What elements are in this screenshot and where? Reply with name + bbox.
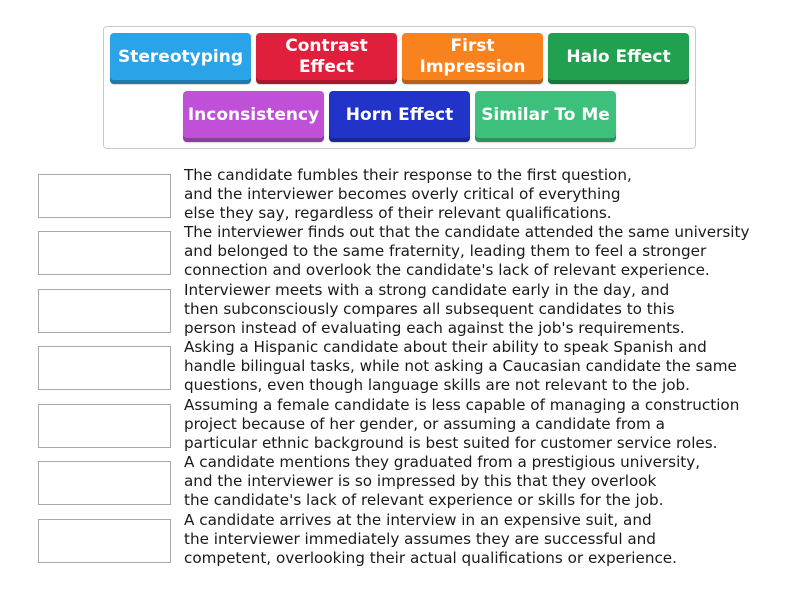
scenario-line: else they say, regardless of their relevant qualifications. [184, 204, 612, 223]
tile-halo-effect[interactable] [548, 33, 689, 84]
tile-horn-effect[interactable] [329, 91, 470, 142]
scenario-line: questions, even though language skills are not relevant to the job. [184, 376, 690, 395]
tile-label: Inconsistency [187, 104, 320, 125]
scenario-line: Asking a Hispanic candidate about their ability to speak Spanish and [184, 338, 707, 356]
scenario-line: competent, overlooking their actual qualifications or experience. [184, 549, 677, 568]
scenario-text [184, 396, 784, 454]
scenario-line: Assuming a female candidate is less capable of managing a construction [184, 396, 740, 414]
scenario-line: project because of her gender, or assuming a candidate from a [184, 415, 665, 434]
scenario-line: the interviewer immediately assumes they are successful and [184, 530, 656, 549]
scenario-line: the candidate's lack of relevant experience or skills for the job. [184, 491, 664, 510]
tile-label: Contrast Effect [285, 36, 368, 77]
tile-first-impression[interactable] [402, 33, 543, 84]
answer-drop-box[interactable] [38, 461, 171, 505]
scenario-line: handle bilingual tasks, while not asking a Caucasian candidate the same [184, 357, 737, 376]
answer-drop-box[interactable] [38, 519, 171, 563]
answer-drop-box[interactable] [38, 346, 171, 390]
scenario-text [184, 511, 784, 569]
scenario-line: and belonged to the same fraternity, leading them to feel a stronger [184, 242, 707, 261]
scenario-line: A candidate arrives at the interview in an expensive suit, and [184, 511, 652, 529]
scenario-text [184, 166, 784, 224]
scenario-line: A candidate mentions they graduated from a prestigious university, [184, 453, 701, 471]
tile-stereotyping[interactable] [110, 33, 251, 84]
answer-drop-box[interactable] [38, 174, 171, 218]
answer-drop-box[interactable] [38, 289, 171, 333]
scenario-line: then subconsciously compares all subsequent candidates to this [184, 300, 675, 319]
tile-inconsistency[interactable] [183, 91, 324, 142]
tile-label: Halo Effect [566, 46, 671, 67]
scenario-text [184, 453, 784, 511]
scenario-line: and the interviewer is so impressed by this that they overlook [184, 472, 657, 491]
tile-label: Horn Effect [345, 104, 454, 125]
scenario-line: connection and overlook the candidate's lack of relevant experience. [184, 261, 710, 280]
answer-drop-box[interactable] [38, 404, 171, 448]
scenario-line: Interviewer meets with a strong candidate early in the day, and [184, 281, 670, 299]
scenario-line: The interviewer finds out that the candidate attended the same university [184, 223, 750, 241]
answer-drop-box[interactable] [38, 231, 171, 275]
scenario-text [184, 338, 784, 396]
tile-label: First Impression [419, 36, 526, 77]
tile-contrast-effect[interactable] [256, 33, 397, 84]
scenario-line: particular ethnic background is best suited for customer service roles. [184, 434, 718, 453]
scenario-line: person instead of evaluating each against the job's requirements. [184, 319, 685, 338]
tile-label: Stereotyping [118, 46, 243, 67]
scenario-text [184, 281, 784, 339]
tile-similar-to-me[interactable] [475, 91, 616, 142]
scenario-line: and the interviewer becomes overly critical of everything [184, 185, 621, 204]
scenario-line: The candidate fumbles their response to the first question, [184, 166, 632, 184]
scenario-text [184, 223, 784, 281]
tile-label: Similar To Me [481, 104, 610, 125]
